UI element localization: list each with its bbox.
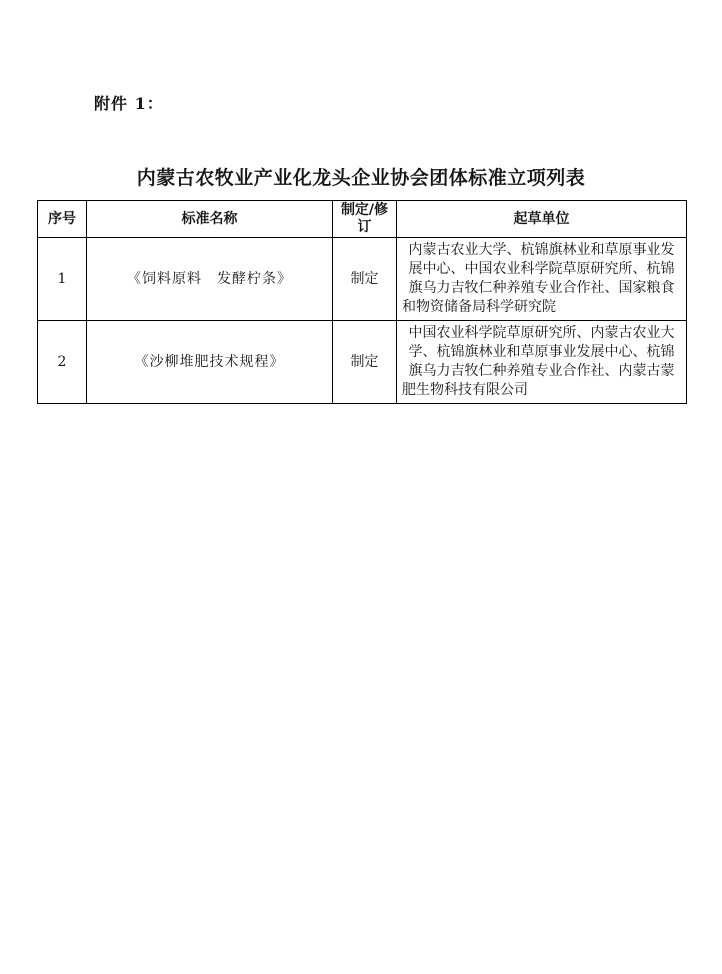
cell-drafting-units: 中国农业科学院草原研究所、内蒙古农业大学、杭锦旗林业和草原事业发展中心、杭锦旗乌力吉牧仁种养殖专业合作社、内蒙古蒙肥生物科技有限公司 bbox=[397, 321, 687, 404]
document-title: 内蒙古农牧业产业化龙头企业协会团体标准立项列表 bbox=[136, 167, 586, 189]
header-serial-number: 序号 bbox=[38, 201, 87, 238]
cell-standard-name: 《沙柳堆肥技术规程》 bbox=[87, 321, 333, 404]
header-standard-name: 标准名称 bbox=[87, 201, 333, 238]
cell-serial-number: 2 bbox=[38, 321, 87, 404]
cell-drafting-units: 内蒙古农业大学、杭锦旗林业和草原事业发展中心、中国农业科学院草原研究所、杭锦旗乌力吉牧仁种养殖专业合作社、国家粮食和物资储备局科学研究院 bbox=[397, 238, 687, 321]
table-row bbox=[38, 321, 687, 404]
cell-formulate-revise: 制定 bbox=[333, 238, 397, 321]
cell-formulate-revise: 制定 bbox=[333, 321, 397, 404]
attachment-label: 附件 1： bbox=[94, 94, 164, 113]
cell-standard-name: 《饲料原料 发酵柠条》 bbox=[87, 238, 333, 321]
header-drafting-unit: 起草单位 bbox=[397, 201, 687, 238]
header-formulate-revise: 制定/修订 bbox=[333, 201, 397, 238]
standards-table bbox=[37, 200, 687, 404]
cell-serial-number: 1 bbox=[38, 238, 87, 321]
table-header-row bbox=[38, 201, 687, 238]
table-row bbox=[38, 238, 687, 321]
